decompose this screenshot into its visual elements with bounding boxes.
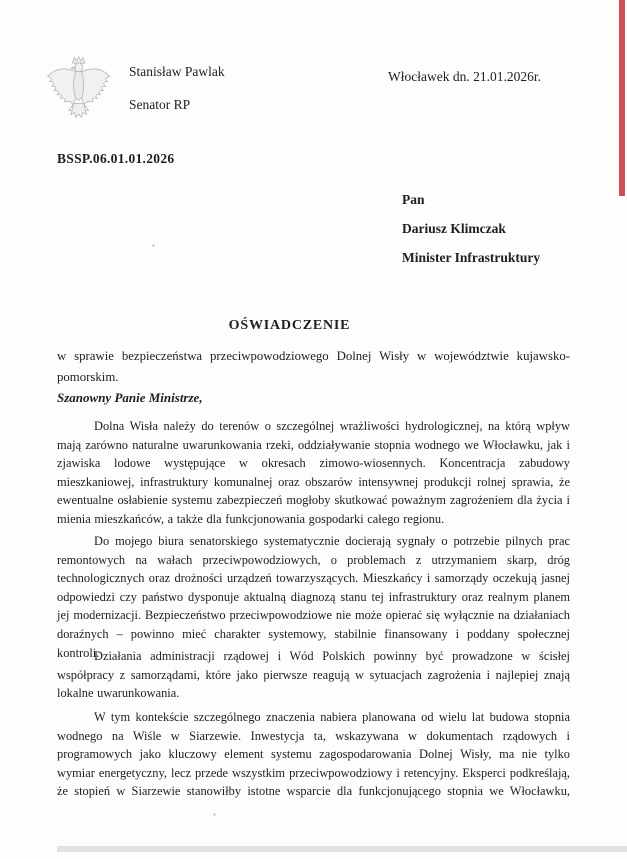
reference-number: BSSP.06.01.01.2026 [57, 151, 175, 166]
scan-speck [213, 813, 216, 816]
body-paragraph-1: Dolna Wisła należy do terenów o szczególnej wrażliwości hydrologicznej, na którą wpływ mają zarówno naturalne uwarunkowania rzeki, oddziaływanie stopnia wodnego we Włocławku, jak i zjawiska lodowe występujące w okresach zimowo-wiosennych. Koncentracja zabudowy mieszkaniowej, infrastruktury komunalnej oraz obszarów intensywnej produkcji rolnej sprawia, że ewentualne osłabienie systemu zabezpieczeń mogłoby skutkować poważnym zagrożeniem dla życia i mienia mieszkańców, a także dla funkcjonowania gospodarki całego regionu. [57, 419, 570, 526]
document-subject: w sprawie bezpieczeństwa przeciwpowodziowego Dolnej Wisły w województwie kujawsko-pomorskim. [57, 349, 570, 384]
addressee-block [402, 185, 540, 272]
scan-artifact-line [57, 846, 627, 852]
body-paragraph-4: W tym kontekście szczególnego znaczenia nabiera planowana od wielu lat budowa stopnia wodnego na Wiśle w Siarzewie. Inwestycja ta, wskazywana w dokumentach rządowych i programowych jako kluczowy element systemu zagospodarowania Dolnej Wisły, ma nie tylko wymiar energetyczny, lecz przede wszystkim przeciwpowodziowy i retencyjny. Eksperci podkreślają, że stopień w Siarzewie stanowiłby istotne wsparcie dla funkcjonującego stopnia we Włocławku, [57, 710, 570, 799]
scan-speck [152, 244, 155, 247]
addressee-salutation: Pan [402, 192, 425, 207]
place-and-date: Włocławek dn. 21.01.2026r. [388, 69, 541, 84]
sender-block [129, 64, 225, 113]
addressee-name: Dariusz Klimczak [402, 221, 506, 236]
body-paragraph-2: Do mojego biura senatorskiego systematycznie docierają sygnały o potrzebie pilnych prac remontowych na wałach przeciwpowodziowych, o problemach z utrzymaniem skarp, dróg technologicznych oraz drożności urządzeń towarzyszących. Mieszkańcy i samorządy oczekują jasnej odpowiedzi czy państwo dysponuje aktualną diagnozą stanu tej infrastruktury oraz realnym planem jej modernizacji. Bezpieczeństwo przeciwpowodziowe nie może opierać się wyłącznie na działaniach doraźnych – powinno mieć charakter systemowy, stabilnie finansowany i poddany społecznej kontroli. [57, 534, 570, 660]
sender-name: Stanisław Pawlak [129, 64, 225, 79]
body-paragraph-3: Działania administracji rządowej i Wód Polskich powinny być prowadzone w ścisłej współpracy z samorządami, które jako pierwsze reagują w sytuacjach zagrożenia i najlepiej znają lokalne uwarunkowania. [57, 649, 570, 701]
salutation-line: Szanowny Panie Ministrze, [57, 390, 203, 405]
sender-title: Senator RP [129, 97, 191, 112]
addressee-title: Minister Infrastruktury [402, 250, 541, 265]
red-accent-bar [619, 0, 625, 196]
document-title: OŚWIADCZENIE [228, 318, 351, 333]
polish-eagle-emblem-icon [42, 54, 114, 140]
